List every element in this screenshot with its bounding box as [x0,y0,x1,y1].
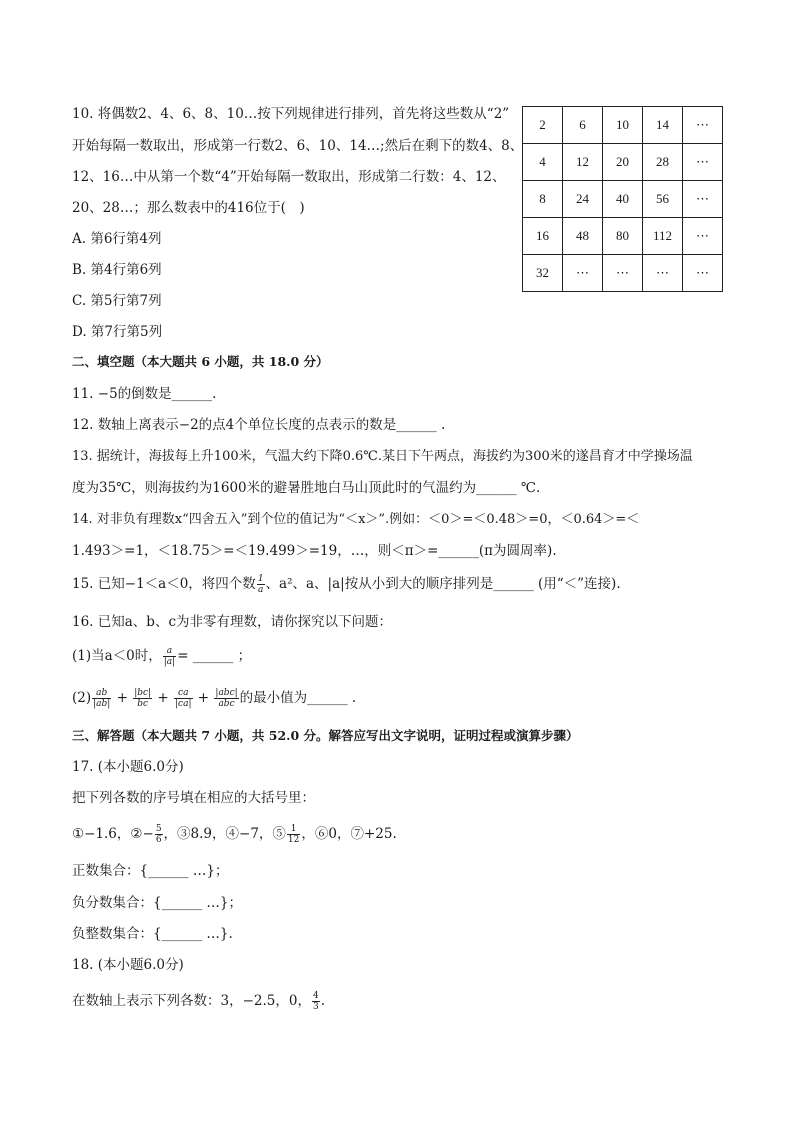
q17-items-c: ，⑥0，⑦+25. [301,826,397,842]
table-cell: 14 [643,107,683,144]
q14-line-1: 14. 对非负有理数x“四舍五入”到个位的值记为“＜x＞”.例如：＜0＞=＜0.48＞=0，＜0.64＞=＜ [72,512,640,527]
q10-option-b: B. 第4行第6列 [72,262,162,278]
q13-line-2: 度为35℃，则海拔约为1600米的避暑胜地白马山顶此时的气温约为______ ℃. [72,480,541,496]
table-cell: ⋯ [683,255,723,292]
table-row [523,218,723,255]
q15-frac-num: 1 [257,574,264,584]
q18-stem [72,991,325,1012]
table-cell: 32 [523,255,563,292]
table-cell: 24 [563,181,603,218]
q16-frac-num: |abc| [215,688,238,698]
q16-part2-fraction [92,688,111,709]
q15-pre: 15. 已知−1＜a＜0，将四个数 [72,576,256,592]
q10-line-1: 10. 将偶数2、4、6、8、10…按下列规律进行排列，首先将这些数从“2” [72,106,510,122]
q17-set-negative-integer: 负整数集合：{______ …}. [72,926,233,942]
q16-stem: 16. 已知a、b、c为非零有理数，请你探究以下问题： [72,614,393,630]
table-cell: ⋯ [563,255,603,292]
q10-option-d: D. 第7行第5列 [72,324,163,340]
q17-fraction [155,824,163,845]
q10-line-4: 20、28…；那么数表中的416位于( ) [72,200,305,216]
table-cell: 12 [563,144,603,181]
table-cell: 2 [523,107,563,144]
q18-stem-pre: 在数轴上表示下列各数：3，−2.5，0， [72,993,311,1009]
q17-stem: 把下列各数的序号填在相应的大括号里： [72,790,315,806]
q18-frac-num: 4 [312,991,319,1001]
section-3-title: 三、解答题（本大题共 7 小题，共 52.0 分。解答应写出文字说明，证明过程或演算步骤） [72,728,579,743]
table-row [523,144,723,181]
q17-items-b: ，③8.9，④−7，⑤ [163,826,286,842]
q15-post: 、a²、a、|a|按从小到大的顺序排列是______ (用“＜”连接). [265,576,621,592]
table-cell: 20 [603,144,643,181]
section-2-title: 二、填空题（本大题共 6 小题，共 18.0 分） [72,354,329,369]
q16-frac-num: |bc| [134,688,152,698]
q16-part1-post: = ______ ； [177,648,252,664]
number-table [522,106,723,292]
q10-option-c: C. 第5行第7列 [72,293,162,309]
q16-part2-fraction [214,688,238,709]
table-cell: 4 [523,144,563,181]
q13-line-1: 13. 据统计，海拔每上升100米，气温大约下降0.6℃.某日下午两点，海拔约为300米的遂昌育才中学操场温 [72,449,693,464]
table-cell: 56 [643,181,683,218]
q17-set-negative-fraction: 负分数集合：{______ …}； [72,895,242,911]
q10-option-a: A. 第6行第4列 [72,231,162,247]
table-row [523,107,723,144]
q16-part2-post: 的最小值为______ . [239,690,357,706]
q10-line-3: 12、16…中从第一个数“4”开始每隔一数取出，形成第二行数：4、12、 [72,169,506,185]
q18-fraction [312,991,320,1012]
table-cell: 16 [523,218,563,255]
q17-frac2-den: 12 [287,835,300,845]
q16-part-1 [72,646,251,667]
q16-part2-pre: (2) [72,690,92,706]
q17-frac1-den: 6 [155,835,162,845]
q10-line-2: 开始每隔一数取出，形成第一行数2、6、10、14…;然后在剩下的数4、8、 [72,138,524,154]
q17-set-positive: 正数集合：{______ …}； [72,863,229,879]
table-cell: ⋯ [603,255,643,292]
q14-line-2: 1.493＞=1，＜18.75＞=＜19.499＞=19，…，则＜π＞=______(π为圆周率). [72,543,557,559]
q16-part1-fraction [163,646,176,667]
table-cell: 6 [563,107,603,144]
table-cell: ⋯ [643,255,683,292]
q17-frac1-num: 5 [155,824,162,834]
q18-frac-den: 3 [312,1002,319,1012]
q16-part1-pre: (1)当a＜0时， [72,648,162,664]
table-cell: 48 [563,218,603,255]
q16-frac-den: |ab| [93,699,111,709]
q16-frac-den: bc [137,699,149,709]
table-cell: ⋯ [683,107,723,144]
q15-fraction [257,574,265,595]
q16-part2-fraction [133,688,152,709]
table-row [523,255,723,292]
q15-frac-den: a [257,585,264,595]
q16-frac-den: |ca| [175,699,192,709]
q17-items [72,824,397,845]
table-cell: 8 [523,181,563,218]
table-cell: 28 [643,144,683,181]
q17-frac2-num: 1 [287,824,300,835]
table-cell: 112 [643,218,683,255]
q16-part2-fraction [174,688,192,709]
q16-frac-den: abc [218,699,235,709]
table-cell: 40 [603,181,643,218]
q16-frac-num: ca [174,688,192,699]
q16-frac-num: ab [92,688,111,699]
q18-head: 18. (本小题6.0分) [72,957,184,973]
q12: 12. 数轴上离表示−2的点4个单位长度的点表示的数是______ . [72,417,446,433]
table-cell: 10 [603,107,643,144]
table-row [523,181,723,218]
q16-part1-den: |a| [163,657,176,667]
table-cell: ⋯ [683,181,723,218]
q17-fraction [287,824,300,845]
table-cell: ⋯ [683,218,723,255]
table-cell: ⋯ [683,144,723,181]
q17-items-a: ①−1.6，②− [72,826,154,842]
table-cell: 80 [603,218,643,255]
q16-part1-num: a [163,646,176,657]
q18-stem-post: . [320,993,325,1009]
q16-part-2: (2) $\frac{ab}{|ab|}$ + $\frac{|bc|}{bc}$ + $\frac{ca}{|ca|}$ + $\frac{\text{|abc|}}{\text{abc}}$ 的最小值为______ . [72,688,357,709]
q15 [72,574,621,595]
q11: 11. −5的倒数是______. [72,386,217,402]
q17-head: 17. (本小题6.0分) [72,759,184,775]
